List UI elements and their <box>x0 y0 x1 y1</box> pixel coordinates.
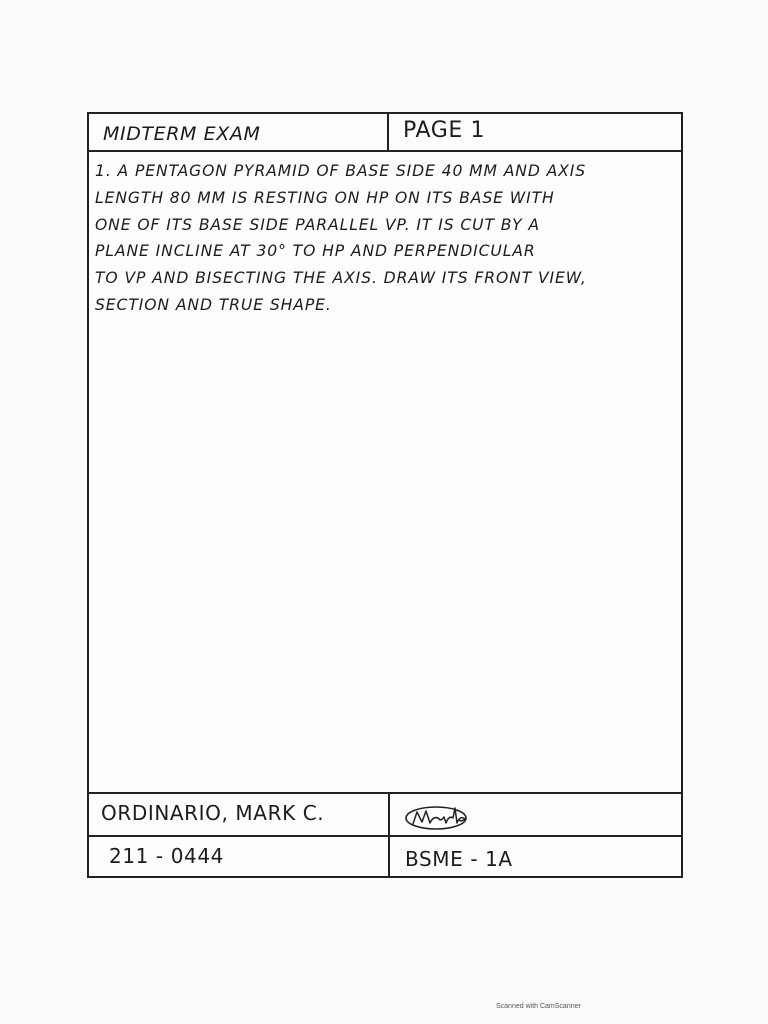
course-section: BSME - 1A <box>405 847 513 871</box>
footer-divider-middle <box>89 835 681 837</box>
student-id: 211 - 0444 <box>109 844 225 868</box>
page-number: PAGE 1 <box>403 118 486 143</box>
exam-sheet <box>87 112 683 878</box>
exam-title: MIDTERM EXAM <box>103 123 261 145</box>
scanner-watermark: Scanned with CamScanner <box>496 1003 581 1010</box>
problem-line: ONE OF ITS BASE SIDE PARALLEL VP. IT IS CUT BY A <box>95 215 540 234</box>
problem-line: TO VP AND BISECTING THE AXIS. DRAW ITS FRONT VIEW, <box>95 269 587 288</box>
problem-statement <box>95 158 675 319</box>
header-divider <box>89 150 681 152</box>
problem-line: SECTION AND TRUE SHAPE. <box>95 295 332 314</box>
problem-line: 1. A PENTAGON PYRAMID OF BASE SIDE 40 MM AND AXIS <box>95 162 587 180</box>
footer-divider-top <box>89 792 681 794</box>
problem-line: LENGTH 80 MM IS RESTING ON HP ON ITS BASE WITH <box>95 188 555 207</box>
problem-line: PLANE INCLINE AT 30° TO HP AND PERPENDICULAR <box>95 242 536 261</box>
header-column-divider <box>387 114 389 150</box>
student-name: ORDINARIO, MARK C. <box>101 801 325 825</box>
signature-image <box>403 800 473 836</box>
footer-column-divider <box>388 792 390 876</box>
